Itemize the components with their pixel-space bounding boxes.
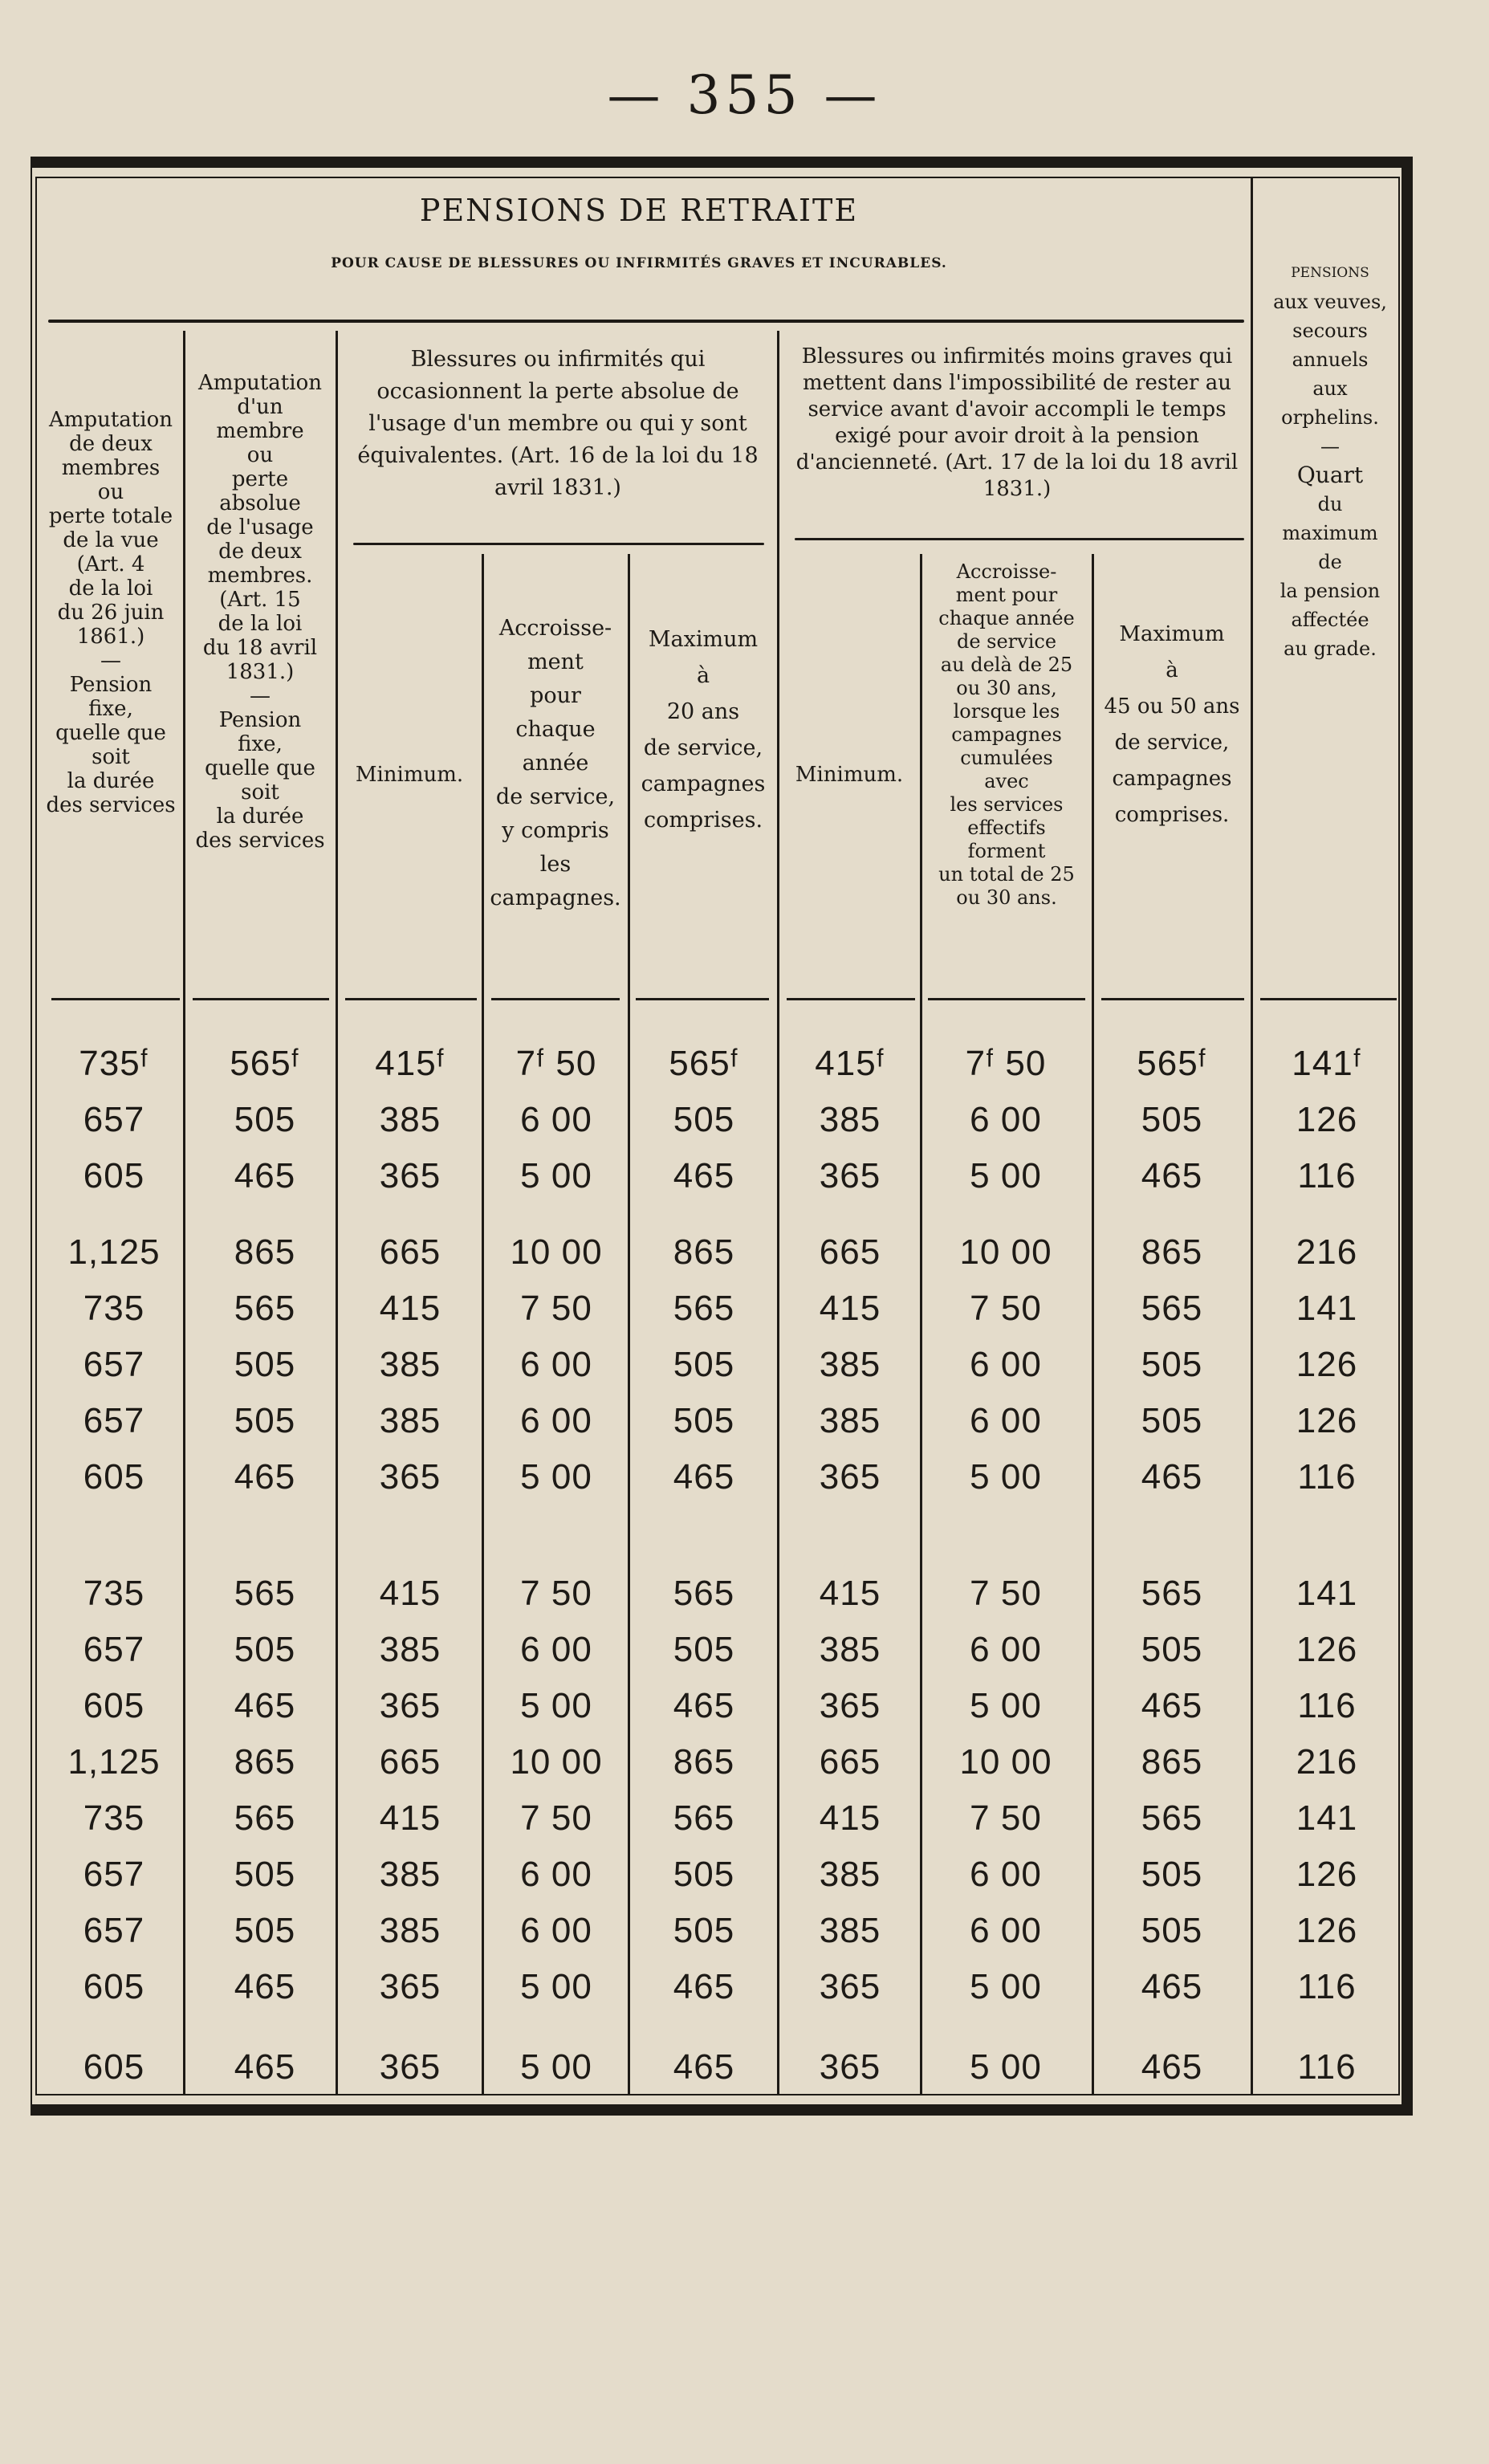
table-cell: 465	[673, 1967, 735, 2006]
table-cell: 605	[83, 1967, 145, 2006]
table-cell: 865	[673, 1232, 735, 1272]
table-cell: 415	[379, 1798, 441, 1838]
table-cell: 415	[379, 1574, 441, 1613]
table-row	[35, 1626, 1400, 1674]
table-row	[35, 1570, 1400, 1618]
table-cell: 605	[83, 1457, 145, 1497]
table-cell: 865	[234, 1232, 296, 1272]
table-cell: 385	[819, 1401, 881, 1440]
header-maximum-2: Maximum à 45 ou 50 ans de service, campagnes comprises.	[1104, 622, 1240, 827]
table-cell: 465	[1141, 1457, 1203, 1497]
table-cell: 5 00	[970, 1686, 1042, 1725]
table-cell: 505	[1141, 1630, 1203, 1669]
table-cell: 126	[1296, 1100, 1358, 1139]
table-cell: 365	[379, 1156, 441, 1195]
table-cell: 565	[234, 1574, 296, 1613]
table-cell: 415	[379, 1289, 441, 1328]
table-cell: 7 50	[520, 1574, 592, 1613]
table-cell: 565	[673, 1798, 735, 1838]
table-cell: 10 00	[959, 1232, 1052, 1272]
table-cell: 365	[819, 1686, 881, 1725]
table-cell: 216	[1296, 1232, 1358, 1272]
group-swash-rule	[353, 543, 764, 545]
table-cell: 7 50	[520, 1798, 592, 1838]
table-row	[35, 1228, 1400, 1277]
header-bottom-rule	[51, 998, 180, 1000]
title-swash-rule	[48, 320, 1244, 323]
table-cell: 141	[1296, 1798, 1358, 1838]
table-cell: 415	[819, 1574, 881, 1613]
table-cell: 365	[379, 2047, 441, 2087]
table-cell: 565	[234, 1798, 296, 1838]
table-cell: 6 00	[520, 1100, 592, 1139]
table-cell: 141	[1296, 1289, 1358, 1328]
table-cell: 565ᶠ	[1137, 1044, 1207, 1083]
table-cell: 116	[1297, 1967, 1357, 2006]
table-cell: 385	[819, 1911, 881, 1950]
header-bottom-rule	[787, 998, 915, 1000]
table-cell: 365	[819, 1156, 881, 1195]
table-cell: 657	[83, 1911, 145, 1950]
header-minimum-2: Minimum.	[795, 763, 904, 787]
header-increment-1: Accroisse- ment pour chaque année de service, y compris les campagnes.	[490, 616, 621, 910]
table-cell: 7 50	[970, 1574, 1042, 1613]
table-cell: 126	[1296, 1911, 1358, 1950]
table-row	[35, 1040, 1400, 1088]
table-cell: 7 50	[970, 1798, 1042, 1838]
table-cell: 865	[673, 1742, 735, 1782]
table-cell: 216	[1296, 1742, 1358, 1782]
table-cell: 365	[819, 2047, 881, 2087]
table-cell: 505	[234, 1345, 296, 1384]
table-cell: 735	[83, 1574, 145, 1613]
table-row	[35, 1096, 1400, 1144]
table-cell: 505	[1141, 1345, 1203, 1384]
table-cell: 565	[1141, 1798, 1203, 1838]
table-cell: 365	[819, 1457, 881, 1497]
table-cell: 385	[819, 1630, 881, 1669]
table-row	[35, 1397, 1400, 1445]
table-cell: 6 00	[970, 1911, 1042, 1950]
table-cell: 505	[673, 1855, 735, 1894]
table-cell: 605	[83, 1156, 145, 1195]
header-widows-orphans: PENSIONS aux veuves, secours annuels aux orphelins. — Quart du maximum de la pension affectée au grade.	[1273, 265, 1387, 660]
table-cell: 5 00	[520, 1686, 592, 1725]
table-cell: 505	[1141, 1100, 1203, 1139]
table-cell: 505	[1141, 1401, 1203, 1440]
table-row	[35, 1794, 1400, 1843]
table-cell: 657	[83, 1401, 145, 1440]
table-cell: 6 00	[520, 1630, 592, 1669]
table-row	[35, 1453, 1400, 1501]
table-cell: 465	[1141, 1967, 1203, 2006]
table-cell: 465	[234, 1686, 296, 1725]
table-cell: 565ᶠ	[669, 1044, 739, 1083]
table-cell: 6 00	[520, 1855, 592, 1894]
table-cell: 1,125	[67, 1742, 161, 1782]
table-row	[35, 1682, 1400, 1730]
header-bottom-rule	[636, 998, 769, 1000]
table-cell: 365	[379, 1967, 441, 2006]
table-row	[35, 1285, 1400, 1333]
table-cell: 565	[1141, 1289, 1203, 1328]
table-cell: 116	[1297, 2047, 1357, 2087]
table-cell: 385	[379, 1855, 441, 1894]
table-cell: 415ᶠ	[815, 1044, 885, 1083]
table-cell: 665	[379, 1742, 441, 1782]
table-cell: 565ᶠ	[230, 1044, 300, 1083]
table-cell: 6 00	[970, 1630, 1042, 1669]
table-cell: 505	[673, 1630, 735, 1669]
table-cell: 605	[83, 1686, 145, 1725]
table-cell: 385	[379, 1345, 441, 1384]
table-cell: 565	[234, 1289, 296, 1328]
table-cell: 657	[83, 1630, 145, 1669]
table-cell: 5 00	[520, 2047, 592, 2087]
table-cell: 465	[234, 1457, 296, 1497]
table-cell: 5 00	[520, 1457, 592, 1497]
table-cell: 126	[1296, 1345, 1358, 1384]
table-cell: 5 00	[970, 1156, 1042, 1195]
table-cell: 7ᶠ 50	[965, 1044, 1047, 1083]
table-cell: 415ᶠ	[375, 1044, 445, 1083]
table-row	[35, 2043, 1400, 2091]
table-cell: 465	[673, 1457, 735, 1497]
table-cell: 505	[234, 1911, 296, 1950]
table-cell: 865	[234, 1742, 296, 1782]
table-cell: 6 00	[520, 1911, 592, 1950]
table-cell: 141ᶠ	[1292, 1044, 1362, 1083]
table-cell: 10 00	[959, 1742, 1052, 1782]
header-bottom-rule	[345, 998, 477, 1000]
table-cell: 505	[1141, 1911, 1203, 1950]
table-cell: 385	[379, 1630, 441, 1669]
table-cell: 565	[1141, 1574, 1203, 1613]
table-cell: 505	[673, 1401, 735, 1440]
table-row	[35, 1738, 1400, 1786]
table-cell: 465	[1141, 1156, 1203, 1195]
group-header-art17: Blessures ou infirmités moins graves qui mettent dans l'impossibilité de rester au service avant d'avoir accompli le temps exigé pour avoir droit à la pension d'ancienneté. (Art. 17 de la loi du 18 avril 1831.)	[795, 344, 1239, 501]
table-cell: 657	[83, 1345, 145, 1384]
table-cell: 7 50	[970, 1289, 1042, 1328]
table-cell: 505	[673, 1100, 735, 1139]
table-subtitle: POUR CAUSE DE BLESSURES OU INFIRMITÉS GRAVES ET INCURABLES.	[331, 255, 947, 271]
table-cell: 505	[234, 1630, 296, 1669]
table-cell: 5 00	[520, 1156, 592, 1195]
table-cell: 10 00	[510, 1742, 603, 1782]
table-cell: 565	[673, 1289, 735, 1328]
table-cell: 735	[83, 1289, 145, 1328]
table-cell: 465	[234, 1156, 296, 1195]
table-cell: 126	[1296, 1855, 1358, 1894]
table-row	[35, 1907, 1400, 1955]
table-row	[35, 1341, 1400, 1389]
table-cell: 465	[234, 2047, 296, 2087]
header-bottom-rule	[928, 998, 1085, 1000]
table-cell: 5 00	[970, 2047, 1042, 2087]
table-cell: 6 00	[520, 1345, 592, 1384]
group-header-art16: Blessures ou infirmités qui occasionnent la perte absolue de l'usage d'un membre ou qui y sont équivalentes. (Art. 16 de la loi du 18 avril 1831.)	[357, 347, 759, 500]
table-cell: 665	[819, 1232, 881, 1272]
table-cell: 116	[1297, 1156, 1357, 1195]
table-cell: 5 00	[520, 1967, 592, 2006]
table-cell: 365	[379, 1686, 441, 1725]
table-cell: 365	[379, 1457, 441, 1497]
table-cell: 385	[379, 1911, 441, 1950]
table-cell: 385	[379, 1100, 441, 1139]
table-row	[35, 1963, 1400, 2011]
table-row	[35, 1851, 1400, 1899]
header-increment-2: Accroisse- ment pour chaque année de service au delà de 25 ou 30 ans, lorsque les campagnes cumulées avec les services effectifs forment un total de 25 ou 30 ans.	[938, 560, 1075, 909]
table-cell: 865	[1141, 1232, 1203, 1272]
header-bottom-rule	[193, 998, 329, 1000]
table-cell: 415	[819, 1798, 881, 1838]
table-cell: 5 00	[970, 1457, 1042, 1497]
table-cell: 657	[83, 1855, 145, 1894]
table-cell: 657	[83, 1100, 145, 1139]
table-cell: 415	[819, 1289, 881, 1328]
table-cell: 6 00	[520, 1401, 592, 1440]
table-cell: 735ᶠ	[79, 1044, 149, 1083]
table-row	[35, 1152, 1400, 1200]
table-cell: 865	[1141, 1742, 1203, 1782]
table-cell: 1,125	[67, 1232, 161, 1272]
table-cell: 141	[1296, 1574, 1358, 1613]
table-cell: 605	[83, 2047, 145, 2087]
header-bottom-rule	[491, 998, 620, 1000]
table-cell: 465	[673, 1686, 735, 1725]
group-swash-rule	[795, 538, 1244, 540]
table-cell: 6 00	[970, 1345, 1042, 1384]
table-cell: 665	[819, 1742, 881, 1782]
table-cell: 465	[673, 2047, 735, 2087]
table-cell: 126	[1296, 1630, 1358, 1669]
table-cell: 365	[819, 1967, 881, 2006]
table-cell: 465	[673, 1156, 735, 1195]
table-cell: 505	[234, 1401, 296, 1440]
page-number: — 355 —	[607, 64, 882, 126]
table-cell: 6 00	[970, 1100, 1042, 1139]
table-cell: 665	[379, 1232, 441, 1272]
table-cell: 505	[234, 1855, 296, 1894]
table-cell: 6 00	[970, 1855, 1042, 1894]
header-bottom-rule	[1260, 998, 1397, 1000]
table-cell: 10 00	[510, 1232, 603, 1272]
table-cell: 505	[1141, 1855, 1203, 1894]
table-cell: 385	[819, 1100, 881, 1139]
table-cell: 7 50	[520, 1289, 592, 1328]
table-cell: 465	[1141, 2047, 1203, 2087]
table-cell: 465	[1141, 1686, 1203, 1725]
table-cell: 126	[1296, 1401, 1358, 1440]
header-col1: Amputation de deux membres ou perte totale de la vue (Art. 4 de la loi du 26 juin 1861.) — Pension fixe, quelle que soit la durée des services	[46, 408, 176, 817]
table-cell: 116	[1297, 1686, 1357, 1725]
table-cell: 505	[234, 1100, 296, 1139]
table-title: PENSIONS DE RETRAITE	[419, 193, 859, 228]
header-maximum-1: Maximum à 20 ans de service, campagnes comprises.	[641, 627, 766, 833]
table-cell: 385	[819, 1345, 881, 1384]
header-bottom-rule	[1101, 998, 1244, 1000]
table-cell: 505	[673, 1911, 735, 1950]
table-cell: 465	[234, 1967, 296, 2006]
table-cell: 565	[673, 1574, 735, 1613]
header-minimum-1: Minimum.	[355, 763, 464, 787]
table-cell: 385	[819, 1855, 881, 1894]
table-cell: 735	[83, 1798, 145, 1838]
table-cell: 6 00	[970, 1401, 1042, 1440]
table-cell: 505	[673, 1345, 735, 1384]
table-cell: 5 00	[970, 1967, 1042, 2006]
table-cell: 116	[1297, 1457, 1357, 1497]
table-cell: 7ᶠ 50	[515, 1044, 597, 1083]
table-cell: 385	[379, 1401, 441, 1440]
header-col2: Amputation d'un membre ou perte absolue de l'usage de deux membres. (Art. 15 de la loi du 18 avril 1831.) — Pension fixe, quelle que soit la durée des services	[195, 371, 325, 853]
